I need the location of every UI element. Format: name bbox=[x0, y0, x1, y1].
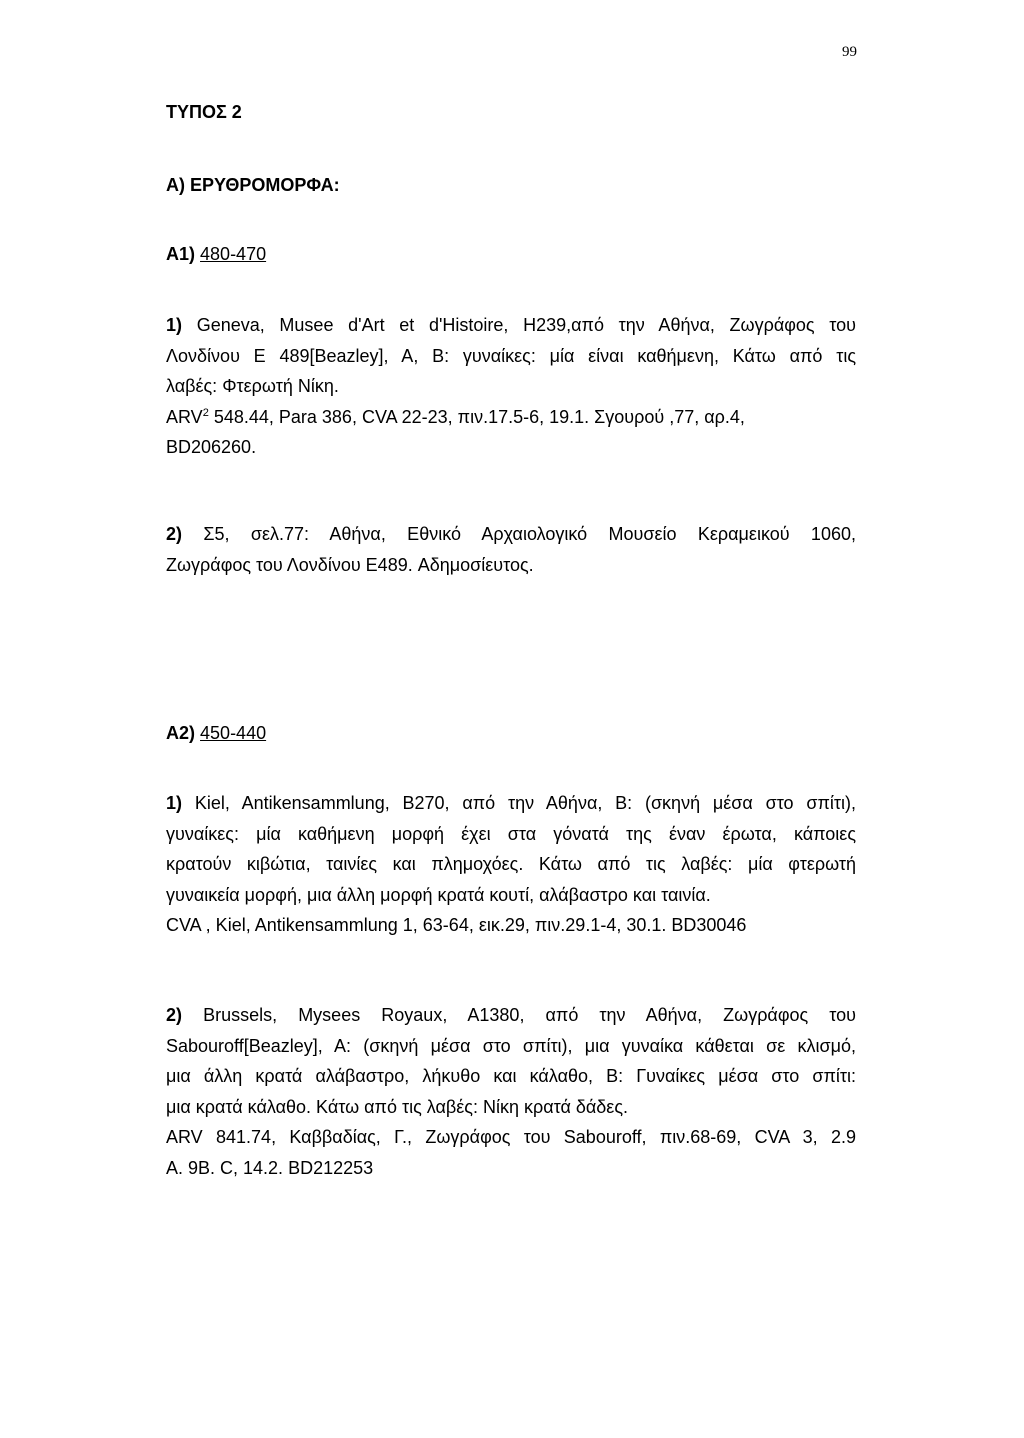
arv-superscript: 2 bbox=[202, 406, 209, 419]
group-a2-label: Α2) bbox=[166, 723, 196, 743]
entry-line: BD206260. bbox=[166, 437, 257, 457]
entry-text: Brussels, Mysees Royaux, A1380, από την Αθήνα, Ζωγράφος του bbox=[203, 1005, 856, 1025]
arv-abbrev: ARV bbox=[166, 406, 203, 427]
entry-line bbox=[166, 519, 856, 550]
type-heading: ΤΥΠΟΣ 2 bbox=[166, 102, 242, 122]
entry-line: μια κρατά κάλαθο. Κάτω από τις λαβές: Νίκη κρατά δάδες. bbox=[166, 1096, 629, 1117]
entry-text: Kiel, Antikensammlung, B270, από την Αθήνα, B: (σκηνή μέσα στο σπίτι), bbox=[194, 793, 856, 813]
entry-line bbox=[166, 310, 856, 341]
entry-number: 2) bbox=[166, 1005, 183, 1025]
entry-line: κρατούν κιβώτια, ταινίες και πλημοχόες. Κάτω από τις λαβές: μία φτερωτή bbox=[166, 854, 856, 874]
entry-line: λαβές: Φτερωτή Νίκη. bbox=[166, 376, 339, 396]
entry-line: ARV 841.74, Καββαδίας, Γ., Ζωγράφος του Sabouroff, πιν.68-69, CVA 3, 2.9 bbox=[166, 1127, 856, 1147]
group-a1-label: Α1) bbox=[166, 244, 196, 264]
entry-line: CVA , Kiel, Antikensammlung 1, 63-64, εικ.29, πιν.29.1-4, 30.1. BD30046 bbox=[166, 915, 747, 935]
entry-line: Sabouroff[Beazley], A: (σκηνή μέσα στο σπίτι), μια γυναίκα κάθεται σε κλισμό, bbox=[166, 1035, 856, 1056]
entry-line: μια άλλη κρατά αλάβαστρο, λήκυθο και κάλαθο, B: Γυναίκες μέσα στο σπίτι: bbox=[166, 1066, 856, 1086]
entry-text: Σ5, σελ.77: Αθήνα, Εθνικό Αρχαιολογικό Μουσείο Κεραμεικού 1060, bbox=[203, 524, 856, 544]
entry-number: 2) bbox=[166, 524, 183, 544]
entry-line: Ζωγράφος του Λονδίνου E489. Αδημοσίευτος. bbox=[166, 554, 534, 575]
entry-line bbox=[166, 402, 856, 433]
a2-entry-2 bbox=[166, 1000, 856, 1183]
page-number: 99 bbox=[842, 44, 857, 60]
entry-line: γυναίκες: μία καθήμενη μορφή έχει στα γόνατά της έναν έρωτα, κάποιες bbox=[166, 823, 856, 844]
entry-text: 548.44, Para 386, CVA 22-23, πιν.17.5-6, 19.1. Σγουρού ,77, αρ.4, bbox=[213, 406, 745, 427]
section-heading: Α) ΕΡΥΘΡΟΜΟΡΦΑ: bbox=[166, 175, 340, 195]
entry-number: 1) bbox=[166, 315, 183, 335]
entry-line: γυναικεία μορφή, μια άλλη μορφή κρατά κουτί, αλάβαστρο και ταινία. bbox=[166, 884, 711, 905]
group-a2-range: 450-440 bbox=[200, 723, 267, 743]
entry-line: Λονδίνου E 489[Beazley], A, B: γυναίκες: μία είναι καθήμενη, Κάτω από τις bbox=[166, 345, 856, 366]
group-a2-heading bbox=[166, 723, 266, 744]
group-a1-heading bbox=[166, 244, 266, 265]
entry-line bbox=[166, 1000, 856, 1031]
entry-number: 1) bbox=[166, 793, 183, 813]
entry-text: Geneva, Musee d'Art et d'Histoire, H239,από την Αθήνα, Ζωγράφος του bbox=[196, 315, 856, 335]
entry-line bbox=[166, 788, 856, 819]
entry-line: A. 9B. C, 14.2. BD212253 bbox=[166, 1157, 374, 1178]
a1-entry-2 bbox=[166, 519, 856, 580]
group-a1-range: 480-470 bbox=[200, 244, 267, 264]
a1-entry-1 bbox=[166, 310, 856, 463]
a2-entry-1 bbox=[166, 788, 856, 941]
